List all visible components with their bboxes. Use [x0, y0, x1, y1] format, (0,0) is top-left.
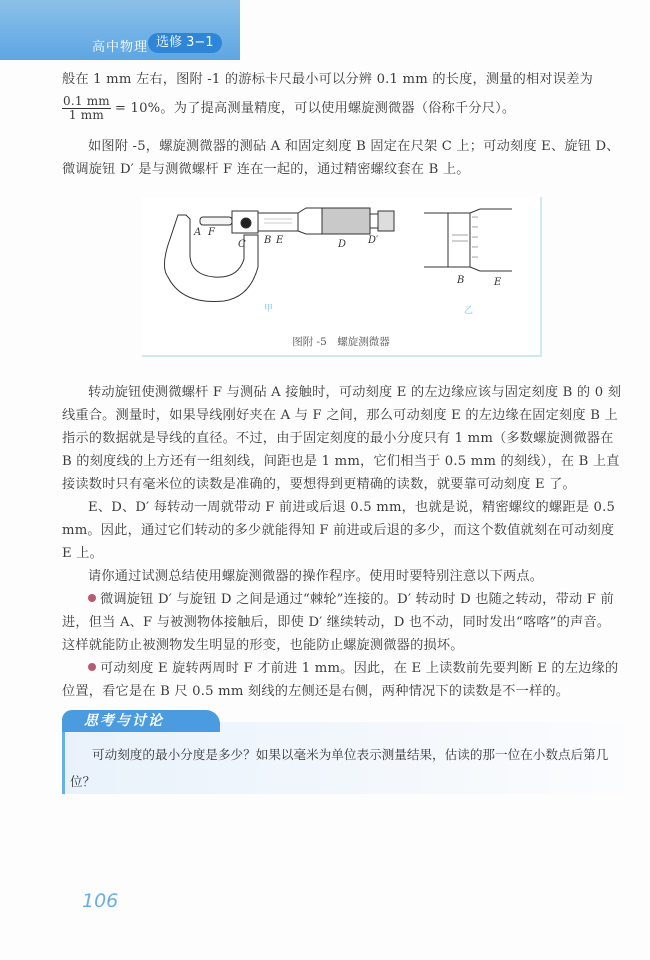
fraction-denominator: 1 mm: [68, 108, 104, 122]
paragraph-2: [62, 95, 622, 122]
label-e: E: [276, 235, 284, 246]
paragraph-6: 请你通过试测总结使用螺旋测微器的操作程序。使用时要特别注意以下两点。: [88, 569, 544, 584]
discussion-question: 可动刻度的最小分度是多少？如果以毫米为单位表示测量结果，估读的那一位在小数点后第几位？: [70, 747, 609, 789]
label-c: C: [238, 239, 246, 250]
bullet-icon: [88, 594, 96, 602]
label-d: D: [338, 239, 347, 250]
figure-micrometer: [142, 197, 542, 357]
figure-caption: 图附 -5 螺旋测微器: [292, 336, 390, 348]
discussion-title: 思考与讨论: [62, 710, 220, 732]
bullet-icon: [88, 663, 96, 671]
fraction: [62, 95, 111, 122]
label-e-zoom: E: [494, 277, 502, 288]
label-f: F: [208, 227, 215, 238]
bullet-item-2: [62, 657, 622, 703]
discussion-text: [70, 741, 615, 795]
paragraph-1: 般在 1 mm 左右，图附 -1 的游标卡尺最小可以分辨 0.1 mm 的长度，测量的相对误差为: [62, 72, 593, 87]
paragraph-3: 如图附 -5，螺旋测微器的测砧 A 和固定刻度 B 固定在尺架 C 上；可动刻度 E、旋钮 D、微调旋钮 D′ 是与测微螺杆 F 连在一起的，通过精密螺纹套在 B 上。: [62, 139, 620, 177]
fraction-numerator: 0.1 mm: [63, 94, 110, 108]
bullet-item-1: [62, 588, 622, 657]
sub-figure-b-label: 乙: [464, 306, 474, 316]
label-b: B: [264, 235, 272, 246]
label-b-zoom: B: [457, 275, 465, 286]
micrometer-diagram: [142, 197, 540, 327]
label-a: A: [194, 227, 202, 238]
label-d-prime: D′: [368, 235, 379, 246]
bullet-item-1-text: 微调旋钮 D′ 与旋钮 D 之间是通过“棘轮”连接的。D′ 转动时 D 也随之转动，带动 F 前进，但当 A、F 与被测物体接触后，即使 D′ 继续转动，D 也不动，同时发出“喀喀”的声音。这样就能防止被测物发生明显的形变，也能防止螺旋测微器的损坏。: [62, 592, 614, 653]
volume-badge: 选修 3−1: [148, 33, 222, 53]
paragraph-5: E、D、D′ 每转动一周就带动 F 前进或后退 0.5 mm，也就是说，精密螺纹的螺距是 0.5 mm。因此，通过它们转动的多少就能得知 F 前进或后退的多少，而这个数值就刻在可动刻度 E 上。: [62, 500, 616, 561]
bullet-item-2-text: 可动刻度 E 旋转两周时 F 才前进 1 mm。因此，在 E 上读数前先要判断 E 的左边缘的位置，看它是在 B 尺 0.5 mm 刻线的左侧还是右侧，两种情况下的读数是不一样的。: [62, 661, 619, 699]
paragraph-2-text: = 10%。为了提高测量精度，可以使用螺旋测微器（俗称千分尺）。: [114, 101, 516, 116]
book-title: 高中物理: [92, 40, 149, 55]
paragraph-4: 转动旋钮使测微螺杆 F 与测砧 A 接触时，可动刻度 E 的左边缘应该与固定刻度 B 的 0 刻线重合。测量时，如果导线刚好夹在 A 与 F 之间，那么可动刻度 E 的左边缘在固定刻度 B 上指示的数据就是导线的直径。不过，由于固定刻度的最小分度只有 1 mm（多数螺旋测微器在 B 的刻度线的上方还有一组刻线，间距也是 1 mm，它们相当于 0.5 mm 的刻线），在 B 上直接读数时只有毫米位的读数是准确的，要想得到更精确的读数，就要靠可动刻度 E 了。: [62, 385, 622, 492]
page-number: 106: [82, 890, 119, 912]
sub-figure-a-label: 甲: [264, 304, 274, 314]
